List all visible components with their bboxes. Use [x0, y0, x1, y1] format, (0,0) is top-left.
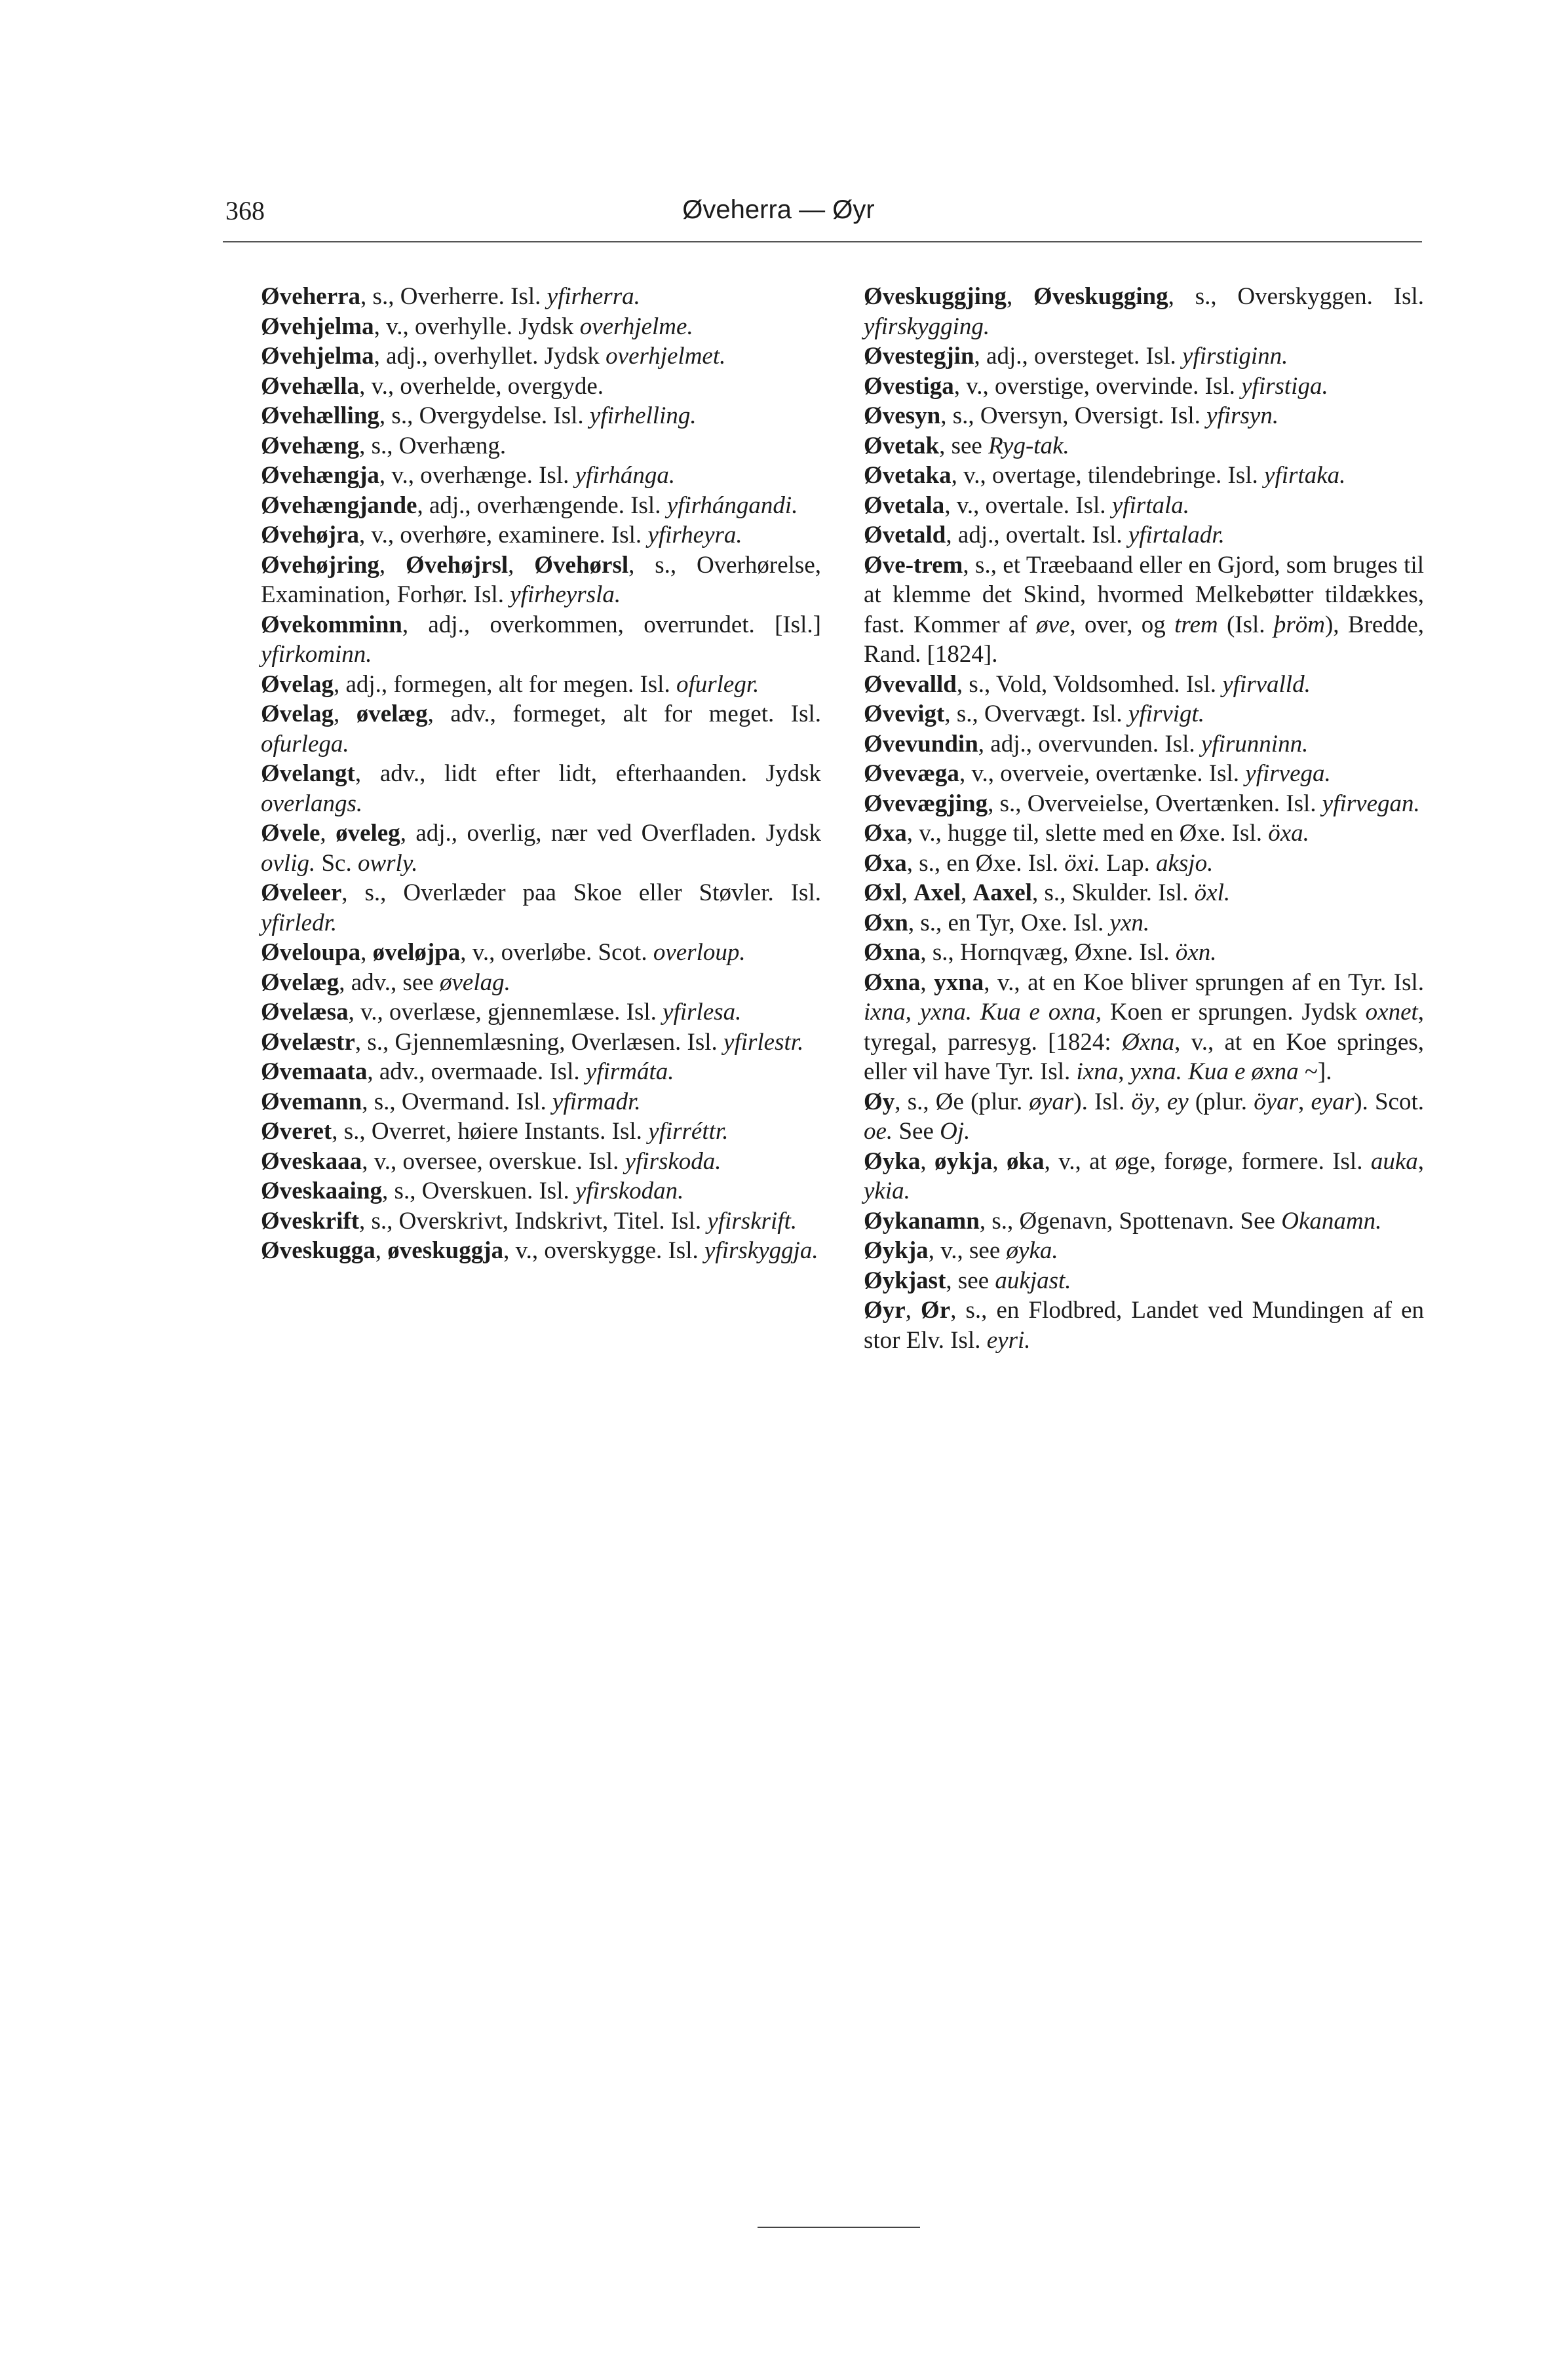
headword: Øvehørsl — [534, 551, 629, 579]
italic-term: oxnet — [1365, 999, 1418, 1026]
headword: Øveleer — [261, 879, 342, 906]
dictionary-entry — [261, 1087, 821, 1117]
entry-text: , v., overhænge. Isl. — [379, 462, 575, 489]
headword: Øvelæg — [261, 969, 339, 996]
italic-term: øyar — [1029, 1088, 1074, 1115]
entry-text: , s., Overskrivt, Indskrivt, Titel. Isl. — [359, 1207, 708, 1235]
entry-text: , adj., formegen, alt for megen. Isl. — [333, 670, 676, 698]
italic-term: yfirréttr. — [648, 1118, 729, 1145]
entry-text: , s., Overherre. Isl. — [360, 283, 547, 310]
entry-text: , — [1417, 1147, 1425, 1175]
dictionary-entry — [261, 1176, 821, 1206]
italic-term: ofurlegr. — [676, 670, 759, 698]
entry-text: , see — [939, 432, 989, 459]
entry-text: , s., Overskuen. Isl. — [382, 1178, 575, 1204]
dictionary-entry — [261, 759, 821, 818]
headword: Øxa — [864, 849, 907, 877]
entry-text: , adv., lidt efter lidt, efterhaanden. Jydsk — [355, 760, 821, 787]
entry-text: , — [961, 879, 973, 906]
italic-term: yfirhánga. — [575, 462, 676, 489]
italic-term: ykia. — [864, 1178, 910, 1204]
entry-text: , adj., overkommen, overrundet. [Isl.] — [402, 611, 821, 638]
dictionary-entry — [261, 1236, 821, 1266]
headword: Øveherra — [261, 283, 361, 310]
entry-text: , over, og — [1069, 611, 1175, 638]
dictionary-entry — [261, 968, 821, 998]
headword: Øvestiga — [864, 372, 954, 400]
dictionary-entry — [864, 1206, 1424, 1237]
italic-term: yfirtaka. — [1264, 462, 1346, 489]
dictionary-entry — [864, 1087, 1424, 1147]
headword: Øvekomminn — [261, 611, 402, 638]
headword: Øxa — [864, 820, 907, 847]
dictionary-entry — [864, 461, 1424, 491]
italic-term: Kua e oxna — [980, 999, 1096, 1026]
italic-term: Oj. — [940, 1118, 971, 1145]
entry-text: , adv., overmaade. Isl. — [367, 1058, 586, 1085]
entry-text: , v., at en Koe bliver sprungen af en Tyr. Isl. — [984, 969, 1425, 996]
dictionary-entry — [261, 1057, 821, 1087]
headword: Øvemaata — [261, 1058, 368, 1085]
headword: Øvevalld — [864, 670, 957, 698]
italic-term: ixna — [864, 999, 906, 1026]
entry-text: , adj., overhængende. Isl. — [417, 491, 667, 519]
dictionary-entry — [864, 878, 1424, 908]
headword: Øvevæga — [864, 760, 959, 787]
headword: øykja — [934, 1147, 993, 1175]
entry-text: , s., Øgenavn, Spottenavn. See — [979, 1207, 1282, 1235]
entry-text: , Koen er sprungen. Jydsk — [1095, 999, 1366, 1026]
headword: Øvelag — [261, 670, 334, 698]
headword: Øxl — [864, 879, 902, 906]
entry-text: , adv., formeget, alt for meget. Isl. — [427, 701, 821, 727]
entry-text: , s., Overvægt. Isl. — [944, 701, 1128, 727]
entry-text: , v., overtage, tilendebringe. Isl. — [951, 462, 1265, 489]
entry-text: , s., Overmand. Isl. — [362, 1088, 553, 1115]
italic-term: yfirstiga. — [1241, 372, 1328, 400]
dictionary-entry — [261, 1027, 821, 1058]
dictionary-entry — [864, 1266, 1424, 1296]
italic-term: yfirskoda. — [625, 1147, 721, 1175]
italic-term: ixna — [1076, 1058, 1119, 1085]
italic-term: yfirvegan. — [1322, 790, 1420, 817]
italic-term: yfirhángandi. — [666, 491, 798, 519]
headword: Øykanamn — [864, 1207, 980, 1235]
dictionary-entry — [864, 431, 1424, 461]
entry-text: Sc. — [315, 849, 358, 877]
entry-text: , — [901, 879, 914, 906]
italic-term: yfirkominn. — [261, 641, 372, 668]
entry-text: , v., at en Koe springes, eller vil have Tyr. Isl. — [864, 1028, 1425, 1085]
entry-text: , — [1006, 283, 1033, 310]
headword: Øxna — [864, 969, 921, 996]
headword: Øykja — [864, 1237, 929, 1264]
headword: Øvevægjing — [864, 790, 988, 817]
italic-term: yxna. — [1130, 1058, 1182, 1085]
dictionary-entry — [261, 312, 821, 342]
entry-text: , — [1118, 1058, 1130, 1085]
headword: Øvetala — [864, 491, 945, 519]
dictionary-entry — [864, 729, 1424, 759]
entry-text: , — [508, 551, 535, 579]
italic-term: yfirsyn. — [1206, 402, 1279, 429]
italic-term: yfirmadr. — [552, 1088, 641, 1115]
page-number: 368 — [225, 196, 265, 225]
headword: Øyr — [864, 1297, 906, 1324]
italic-term: Øxna — [1121, 1028, 1175, 1056]
italic-term: yfirlesa. — [663, 999, 742, 1026]
headword: Øvehøjring — [261, 551, 379, 579]
dictionary-entry — [864, 520, 1424, 550]
headword: Øyka — [864, 1147, 921, 1175]
footer-rule — [758, 2227, 920, 2228]
dictionary-entry — [864, 908, 1424, 938]
dictionary-entry — [261, 431, 821, 461]
headword: Øxn — [864, 909, 908, 936]
italic-term: yfirvalld. — [1222, 670, 1311, 698]
entry-text: , — [905, 999, 920, 1026]
headword: Øvesyn — [864, 402, 941, 429]
italic-term: yfirlestr. — [723, 1028, 804, 1056]
dictionary-entry — [261, 491, 821, 521]
headword: Øvetak — [864, 432, 940, 459]
italic-term: öxa. — [1268, 820, 1309, 847]
page-header — [0, 195, 1557, 235]
entry-text: , — [920, 1147, 934, 1175]
dictionary-entry — [261, 401, 821, 431]
italic-term: yfirskyggja. — [704, 1237, 818, 1264]
italic-term: owrly. — [357, 849, 418, 877]
entry-text: , s., Gjennemlæsning, Overlæsen. Isl. — [355, 1028, 724, 1056]
headword: Øve-trem — [864, 551, 963, 579]
italic-term: ovlig. — [261, 849, 316, 877]
dictionary-entry — [864, 818, 1424, 849]
entry-text: , — [379, 551, 406, 579]
headword: yxna — [934, 969, 984, 996]
headword: Øvehæng — [261, 432, 360, 459]
running-head: Øveherra — Øyr — [682, 195, 875, 224]
entry-text: , v., overløbe. Scot. — [460, 939, 653, 966]
dictionary-entry — [864, 968, 1424, 1087]
headword: Øveskugging — [1033, 283, 1168, 310]
headword: Øvetald — [864, 522, 946, 548]
headword: Øvelæstr — [261, 1028, 355, 1056]
italic-term: yfirstiginn. — [1182, 343, 1288, 370]
italic-term: yfirhelling. — [589, 402, 697, 429]
left-column — [261, 282, 821, 1266]
headword: øveleg — [336, 820, 400, 847]
headword: Øveskaaing — [261, 1178, 383, 1204]
entry-text: , v., overlæse, gjennemlæse. Isl. — [348, 999, 663, 1026]
entry-text: , — [1154, 1088, 1167, 1115]
entry-text — [1182, 1058, 1188, 1085]
italic-term: yxna. — [919, 999, 972, 1026]
dictionary-entry — [864, 670, 1424, 700]
italic-term: auka — [1370, 1147, 1418, 1175]
italic-term: öxi. — [1064, 849, 1100, 877]
entry-text: , v., overhylle. Jydsk — [374, 313, 580, 340]
dictionary-entry — [864, 372, 1424, 402]
dictionary-entry — [864, 1296, 1424, 1355]
entry-text: , s., Overhørelse, Examination, Forhør. Isl. — [261, 551, 821, 608]
italic-term: yfirherra. — [547, 283, 640, 310]
headword: Øvehængjande — [261, 491, 417, 519]
headword: øveløjpa — [372, 939, 461, 966]
entry-text: , v., overstige, overvinde. Isl. — [953, 372, 1242, 400]
headword: Øvestegjin — [864, 343, 974, 370]
headword: Øvehælling — [261, 402, 379, 429]
headword: øvelæg — [356, 701, 428, 727]
italic-term: yfirskygging. — [864, 313, 990, 340]
italic-term: eyri. — [986, 1326, 1031, 1354]
italic-term: Okanamn. — [1281, 1207, 1382, 1235]
entry-text: , v., at øge, forøge, formere. Isl. — [1044, 1147, 1371, 1175]
entry-text: , s., Overveielse, Overtænken. Isl. — [988, 790, 1322, 817]
italic-term: yfirunninn. — [1201, 730, 1309, 758]
italic-term: yfirvega. — [1245, 760, 1331, 787]
italic-term: yfirtaladr. — [1128, 522, 1225, 548]
entry-text: , — [920, 969, 934, 996]
entry-text: , — [1298, 1088, 1311, 1115]
headword: Øveskugga — [261, 1237, 375, 1264]
italic-term: oe. — [864, 1118, 893, 1145]
entry-text: , — [360, 939, 373, 966]
entry-text: , see — [946, 1267, 995, 1294]
entry-text: , s., Overgydelse. Isl. — [379, 402, 590, 429]
entry-text: ). Isl. — [1073, 1088, 1132, 1115]
italic-term: yfirtala. — [1111, 491, 1190, 519]
headword: Øveskaaa — [261, 1147, 362, 1175]
headword: Øvele — [261, 820, 320, 847]
dictionary-entry — [864, 938, 1424, 968]
headword: Øykjast — [864, 1267, 946, 1294]
dictionary-entry — [864, 341, 1424, 372]
italic-term: Kua e øxna — [1188, 1058, 1299, 1085]
dictionary-entry — [261, 878, 821, 938]
dictionary-entry — [864, 699, 1424, 729]
entry-text: , adj., overtalt. Isl. — [946, 522, 1128, 548]
entry-text: , s., en Øxe. Isl. — [906, 849, 1065, 877]
italic-term: ey — [1166, 1088, 1189, 1115]
headword: Øvehængja — [261, 462, 379, 489]
entry-text: , adj., oversteget. Isl. — [974, 343, 1183, 370]
dictionary-entry — [864, 1236, 1424, 1266]
entry-text: , — [375, 1237, 388, 1264]
dictionary-entry — [261, 372, 821, 402]
dictionary-entry — [261, 1117, 821, 1147]
entry-text: , — [320, 820, 336, 847]
italic-term: ofurlega. — [261, 730, 349, 758]
entry-text: Lap. — [1100, 849, 1156, 877]
headword: Øvetaka — [864, 462, 952, 489]
headword: Øy — [864, 1088, 895, 1115]
dictionary-entry — [261, 520, 821, 550]
entry-text: ), Bredde, Rand. [1824]. — [864, 611, 1424, 668]
entry-text: See — [893, 1118, 940, 1145]
entry-text: , — [992, 1147, 1007, 1175]
italic-term: yfirskodan. — [575, 1178, 684, 1204]
dictionary-entry — [261, 282, 821, 312]
headword: Aaxel — [972, 879, 1032, 906]
italic-term: yfirheyra. — [647, 522, 742, 548]
dictionary-entry — [261, 818, 821, 878]
dictionary-entry — [864, 550, 1424, 670]
italic-term: øve — [1035, 611, 1070, 638]
entry-text: , v., overveie, overtænke. Isl. — [959, 760, 1246, 787]
entry-text: , tyregal, parresyg. [1824: — [864, 999, 1425, 1056]
headword: Øvevundin — [864, 730, 978, 758]
dictionary-entry — [864, 282, 1424, 341]
headword: Øveret — [261, 1118, 332, 1145]
italic-term: yfirheyrsla. — [510, 581, 621, 608]
entry-text: , adv., see — [339, 969, 440, 996]
headword: Ør — [921, 1297, 951, 1324]
headword: Øvehælla — [261, 372, 360, 400]
entry-text: , adj., overhyllet. Jydsk — [374, 343, 606, 370]
italic-term: yfirvigt. — [1128, 701, 1205, 727]
headword: Øvehøjra — [261, 522, 360, 548]
italic-term: trem — [1174, 611, 1218, 638]
italic-term: overloup. — [653, 939, 746, 966]
dictionary-entry — [864, 401, 1424, 431]
italic-term: eyar — [1311, 1088, 1355, 1115]
entry-text: , v., overskygge. Isl. — [503, 1237, 704, 1264]
entry-text: , s., Overlæder paa Skoe eller Støvler. Isl. — [341, 879, 821, 906]
italic-term: öy — [1131, 1088, 1155, 1115]
entry-text: (Isl. — [1218, 611, 1274, 638]
entry-text: , v., overhøre, examinere. Isl. — [359, 522, 648, 548]
dictionary-entry — [261, 1206, 821, 1237]
entry-text: , s., Overhæng. — [359, 432, 507, 459]
entry-text: , — [905, 1297, 921, 1324]
headword: Øveskuggjing — [864, 283, 1007, 310]
dictionary-entry — [261, 550, 821, 610]
italic-term: overhjelmet. — [606, 343, 726, 370]
dictionary-entry — [261, 699, 821, 759]
italic-term: aukjast. — [995, 1267, 1071, 1294]
dictionary-entry — [864, 1147, 1424, 1206]
headword: Øveskrift — [261, 1207, 360, 1235]
dictionary-entry — [261, 461, 821, 491]
entry-text: , v., oversee, overskue. Isl. — [362, 1147, 625, 1175]
headword: øka — [1007, 1147, 1045, 1175]
italic-term: Ryg-tak. — [988, 432, 1069, 459]
entry-text: , — [333, 701, 356, 727]
entry-text: , v., hugge til, slette med en Øxe. Isl. — [906, 820, 1269, 847]
italic-term: öyar — [1254, 1088, 1299, 1115]
dictionary-entry — [261, 1147, 821, 1177]
entry-text: , s., en Tyr, Oxe. Isl. — [908, 909, 1110, 936]
entry-text: ~]. — [1298, 1058, 1332, 1085]
headword: Øvehøjrsl — [405, 551, 509, 579]
dictionary-entry — [864, 849, 1424, 879]
entry-text: , adj., overvunden. Isl. — [978, 730, 1201, 758]
dictionary-entry — [261, 341, 821, 372]
italic-term: aksjo. — [1155, 849, 1214, 877]
entry-text: , s., et Træebaand eller en Gjord, som bruges til at klemme det Skind, hvormed Melkebøtter tildækkes, fast. Kommer af — [864, 551, 1424, 638]
right-column — [864, 282, 1424, 1355]
italic-term: overhjelme. — [579, 313, 693, 340]
italic-term: øyka. — [1006, 1237, 1058, 1264]
entry-text: , s., Overskyggen. Isl. — [1168, 283, 1424, 310]
italic-term: overlangs. — [261, 790, 363, 817]
headword: Øvemann — [261, 1088, 362, 1115]
headword: Øxna — [864, 939, 921, 966]
entry-text: , v., overtale. Isl. — [944, 491, 1112, 519]
dictionary-entry — [261, 670, 821, 700]
italic-term: öxl. — [1194, 879, 1231, 906]
header-rule — [223, 241, 1422, 242]
entry-text: , s., Overret, høiere Instants. Isl. — [332, 1118, 649, 1145]
headword: Øvehjelma — [261, 313, 374, 340]
headword: Øvelangt — [261, 760, 355, 787]
headword: Axel — [913, 879, 961, 906]
dictionary-entry — [261, 610, 821, 670]
italic-term: yfirmáta. — [585, 1058, 674, 1085]
headword: Øvelæsa — [261, 999, 349, 1026]
entry-text — [972, 999, 980, 1026]
dictionary-entry — [864, 789, 1424, 819]
dictionary-entry — [864, 759, 1424, 789]
entry-text: ). Scot. — [1354, 1088, 1424, 1115]
entry-text: , s., Vold, Voldsomhed. Isl. — [956, 670, 1223, 698]
entry-text: , s., Hornqvæg, Øxne. Isl. — [920, 939, 1176, 966]
entry-text: , s., Oversyn, Oversigt. Isl. — [940, 402, 1207, 429]
italic-term: þröm — [1273, 611, 1325, 638]
italic-term: yfirskrift. — [707, 1207, 798, 1235]
entry-text: (plur. — [1188, 1088, 1254, 1115]
dictionary-entry — [261, 997, 821, 1027]
entry-text: , v., overhelde, overgyde. — [359, 372, 604, 400]
entry-text: , v., see — [928, 1237, 1007, 1264]
headword: Øveloupa — [261, 939, 361, 966]
entry-text: , s., en Flodbred, Landet ved Mundingen af en stor Elv. Isl. — [864, 1297, 1425, 1354]
dictionary-entry — [864, 491, 1424, 521]
headword: øveskuggja — [387, 1237, 504, 1264]
italic-term: öxn. — [1175, 939, 1217, 966]
dictionary-entry — [261, 938, 821, 968]
entry-text: , s., Skulder. Isl. — [1031, 879, 1195, 906]
headword: Øvehjelma — [261, 343, 374, 370]
entry-text: , s., Øe (plur. — [894, 1088, 1029, 1115]
headword: Øvevigt — [864, 701, 945, 727]
italic-term: yfirledr. — [261, 909, 337, 936]
entry-text: , adj., overlig, nær ved Overfladen. Jydsk — [400, 820, 821, 847]
headword: Øvelag — [261, 701, 334, 727]
italic-term: yxn. — [1109, 909, 1150, 936]
italic-term: øvelag. — [439, 969, 510, 996]
